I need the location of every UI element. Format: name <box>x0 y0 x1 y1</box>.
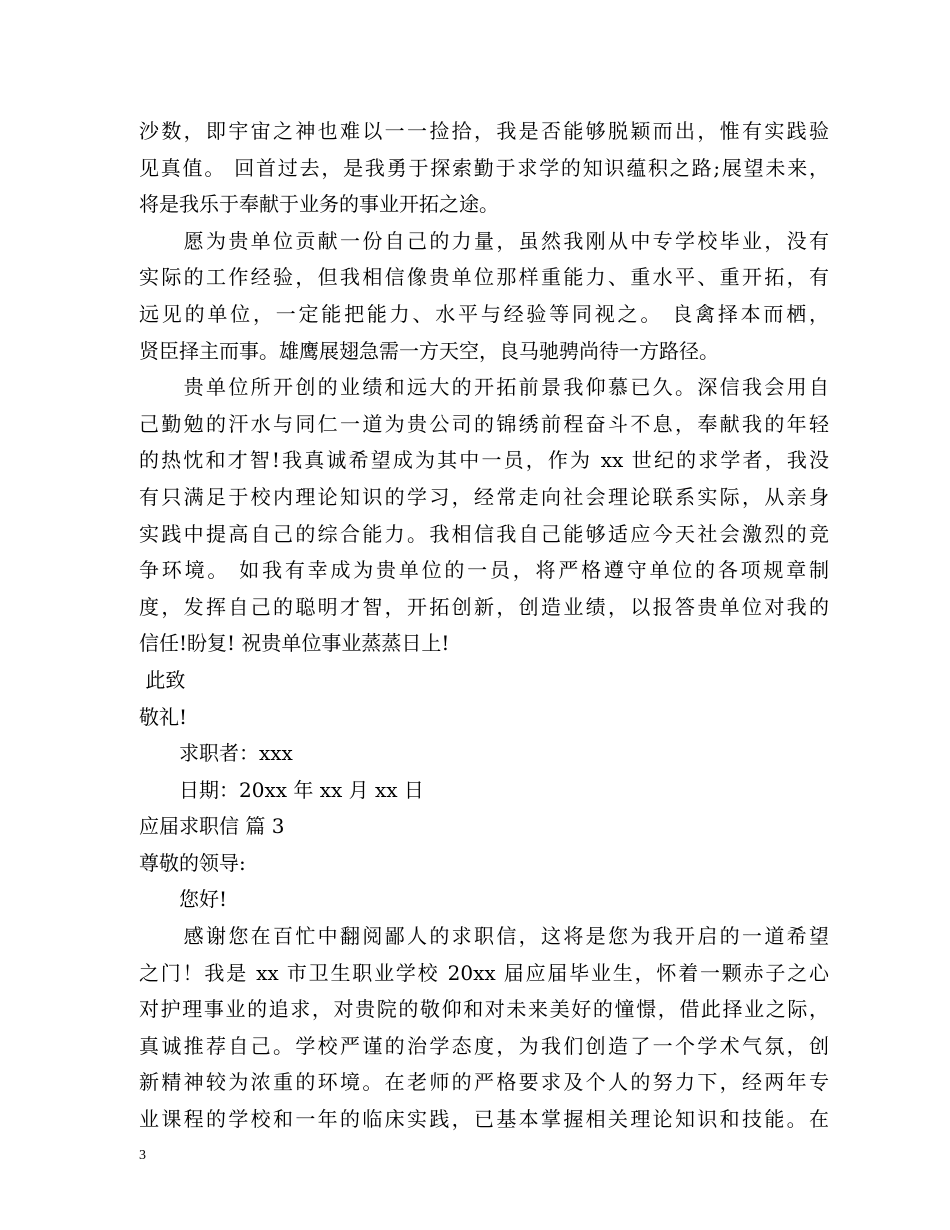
text-line: 实践中提高自己的综合能力。我相信我自己能够适应今天社会激烈的竞 <box>139 521 829 546</box>
text-line: 的热忱和才智!我真诚希望成为其中一员，作为 xx 世纪的求学者，我没 <box>139 448 829 473</box>
text-line: 见真值。 回首过去，是我勇于探索勤于求学的知识蕴积之路;展望未来， <box>139 155 829 180</box>
text-line: 您好! <box>139 887 228 912</box>
text-line: 真诚推荐自己。学校严谨的治学态度，为我们创造了一个学术气氛，创 <box>139 1033 829 1058</box>
text-line: 新精神较为浓重的环境。在老师的严格要求及个人的努力下，经两年专 <box>139 1070 829 1095</box>
text-line: 信任!盼复! 祝贵单位事业蒸蒸日上! <box>139 631 450 656</box>
text-line: 对护理事业的追求，对贵院的敬仰和对未来美好的憧憬，借此择业之际， <box>139 997 829 1022</box>
text-line: 愿为贵单位贡献一份自己的力量，虽然我刚从中专学校毕业，没有 <box>139 228 829 253</box>
text-line: 己勤勉的汗水与同仁一道为贵公司的锦绣前程奋斗不息，奉献我的年轻 <box>139 411 829 436</box>
text-line: 此致 <box>139 667 186 692</box>
text-line: 感谢您在百忙中翻阅鄙人的求职信，这将是您为我开启的一道希望 <box>139 924 829 949</box>
page-number: 3 <box>139 1148 146 1163</box>
text-line: 求职者：xxx <box>139 741 293 766</box>
document-body <box>139 113 829 1138</box>
text-line: 之门！我是 xx 市卫生职业学校 20xx 届应届毕业生，怀着一颗赤子之心 <box>139 960 829 985</box>
text-line: 实际的工作经验，但我相信像贵单位那样重能力、重水平、重开拓，有 <box>139 265 829 290</box>
text-line: 度，发挥自己的聪明才智，开拓创新，创造业绩，以报答贵单位对我的 <box>139 594 829 619</box>
text-line: 贵单位所开创的业绩和远大的开拓前景我仰慕已久。深信我会用自 <box>139 375 829 400</box>
text-line: 远见的单位，一定能把能力、水平与经验等同视之。 良禽择本而栖， <box>139 301 829 326</box>
text-line: 将是我乐于奉献于业务的事业开拓之途。 <box>139 192 499 217</box>
text-line: 日期：20xx 年 xx 月 xx 日 <box>139 777 424 802</box>
text-line: 尊敬的领导: <box>139 850 246 875</box>
text-line: 敬礼! <box>139 704 188 729</box>
text-line: 沙数，即宇宙之神也难以一一捡拾，我是否能够脱颖而出，惟有实践验 <box>139 119 829 143</box>
text-line: 业课程的学校和一年的临床实践，已基本掌握相关理论知识和技能。在 <box>139 1107 829 1132</box>
text-line: 争环境。 如我有幸成为贵单位的一员，将严格遵守单位的各项规章制 <box>139 558 829 583</box>
text-line: 应届求职信 篇 3 <box>139 814 285 839</box>
text-line: 有只满足于校内理论知识的学习，经常走向社会理论联系实际，从亲身 <box>139 484 829 509</box>
text-line: 贤臣择主而事。雄鹰展翅急需一方天空，良马驰骋尚待一方路径。 <box>139 338 719 363</box>
